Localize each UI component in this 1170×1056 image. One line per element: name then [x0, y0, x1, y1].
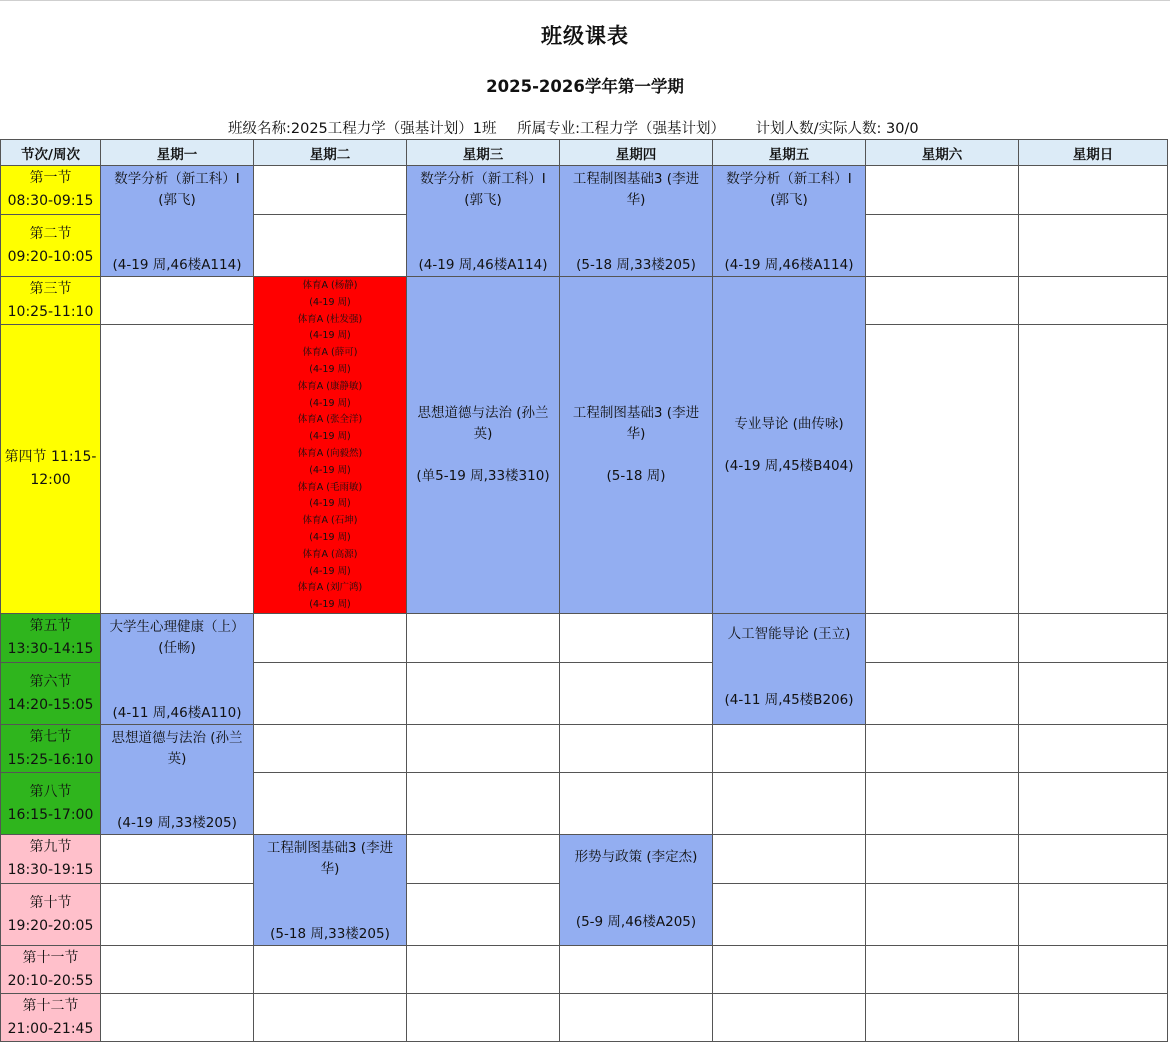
course-name: 思想道德与法治 (孙兰英) — [417, 405, 549, 442]
pe-line: (4-19 周) — [309, 330, 351, 342]
empty-cell — [559, 772, 713, 835]
course-name: 工程制图基础3 (李进华) — [266, 840, 394, 877]
course-fri-math[interactable] — [712, 165, 866, 277]
period-3 — [0, 276, 101, 325]
course-name: 数学分析（新工科）Ⅰ (郭飞) — [420, 171, 546, 208]
empty-cell — [253, 945, 407, 994]
course-thu-policy[interactable] — [559, 834, 713, 946]
course-name: 数学分析（新工科）Ⅰ (郭飞) — [726, 171, 852, 208]
course-location: (4-11 周,46楼A110) — [112, 705, 242, 721]
pe-line: (4-19 周) — [309, 565, 351, 577]
course-name: 人工智能导论 (王立) — [727, 626, 851, 642]
period-4 — [0, 324, 101, 614]
period-time: 18:30-19:15 — [7, 862, 94, 878]
course-location: (5-18 周) — [606, 468, 666, 484]
period-5 — [0, 613, 101, 663]
empty-cell — [253, 214, 407, 277]
empty-cell — [865, 165, 1019, 215]
pe-line: 体育A (向毅然) — [297, 447, 363, 459]
course-name: 工程制图基础3 (李进华) — [572, 405, 700, 442]
day-header-wed: 星期三 — [406, 139, 560, 166]
empty-cell — [865, 834, 1019, 884]
empty-cell — [865, 993, 1019, 1042]
period-1 — [0, 165, 101, 215]
pe-line: 体育A (康静敏) — [297, 380, 363, 392]
empty-cell — [865, 883, 1019, 946]
empty-cell — [712, 993, 866, 1042]
period-time: 16:15-17:00 — [7, 806, 94, 823]
period-9 — [0, 834, 101, 884]
empty-cell — [253, 613, 407, 663]
empty-cell — [865, 214, 1019, 277]
period-7 — [0, 724, 101, 773]
period-name: 第八节 — [29, 783, 72, 800]
period-time: 10:25-11:10 — [7, 303, 94, 320]
pe-line: 体育A (石坤) — [302, 515, 358, 527]
course-location: (5-18 周,33楼205) — [270, 926, 390, 942]
period-name: 第九节 — [29, 839, 72, 855]
pe-line: (4-19 周) — [309, 431, 351, 443]
empty-cell — [406, 613, 560, 663]
course-mon-moral[interactable] — [100, 724, 254, 835]
headcount: 计划人数/实际人数: 30/0 — [755, 121, 919, 137]
course-mon-math[interactable] — [100, 165, 254, 277]
pe-line: 体育A (张全洋) — [297, 414, 363, 426]
course-fri-intro[interactable] — [712, 276, 866, 614]
pe-line: (4-19 周) — [309, 599, 351, 611]
empty-cell — [100, 834, 254, 884]
pe-line: (4-19 周) — [309, 363, 351, 375]
pe-line: 体育A (毛雨敏) — [297, 481, 363, 493]
empty-cell — [1018, 834, 1168, 884]
course-name: 数学分析（新工科）Ⅰ (郭飞) — [114, 171, 240, 208]
empty-cell — [712, 834, 866, 884]
course-location: (4-11 周,45楼B206) — [724, 692, 854, 708]
pe-line: (4-19 周) — [309, 464, 351, 476]
course-location: (5-18 周,33楼205) — [576, 257, 696, 273]
empty-cell — [1018, 993, 1168, 1042]
empty-cell — [559, 945, 713, 994]
period-11 — [0, 945, 101, 994]
course-mon-psychology[interactable] — [100, 613, 254, 725]
empty-cell — [100, 945, 254, 994]
course-tue-drawing[interactable] — [253, 834, 407, 946]
empty-cell — [865, 662, 1019, 725]
pe-line: (4-19 周) — [309, 531, 351, 543]
period-name: 第七节 — [29, 728, 72, 745]
empty-cell — [712, 724, 866, 773]
period-time: 09:20-10:05 — [7, 248, 94, 265]
empty-cell — [865, 724, 1019, 773]
period-name: 第一节 — [29, 170, 72, 186]
period-name: 第十一节 — [22, 949, 79, 966]
empty-cell — [1018, 613, 1168, 663]
period-10 — [0, 883, 101, 946]
pe-line: (4-19 周) — [309, 498, 351, 510]
empty-cell — [100, 993, 254, 1042]
period-name: 第六节 — [29, 673, 72, 690]
empty-cell — [1018, 883, 1168, 946]
corner-header: 节次/周次 — [0, 139, 101, 166]
empty-cell — [406, 772, 560, 835]
empty-cell — [559, 662, 713, 725]
course-name: 思想道德与法治 (孙兰英) — [111, 730, 243, 767]
empty-cell — [1018, 724, 1168, 773]
empty-cell — [406, 834, 560, 884]
period-name: 第三节 — [29, 280, 72, 297]
empty-cell — [253, 993, 407, 1042]
empty-cell — [865, 772, 1019, 835]
empty-cell — [253, 662, 407, 725]
empty-cell — [1018, 214, 1168, 277]
empty-cell — [406, 945, 560, 994]
top-rule — [0, 0, 1170, 1]
empty-cell — [406, 662, 560, 725]
period-time: 13:30-14:15 — [7, 641, 94, 657]
period-time: 15:25-16:10 — [7, 751, 94, 768]
day-header-sun: 星期日 — [1018, 139, 1168, 166]
pe-line: 体育A (杨静) — [302, 280, 358, 291]
empty-cell — [712, 945, 866, 994]
day-header-thu: 星期四 — [559, 139, 713, 166]
pe-line: 体育A (杜发强) — [297, 313, 363, 325]
major-name: 所属专业:工程力学（强基计划） — [517, 121, 726, 137]
course-fri-ai[interactable] — [712, 613, 866, 725]
empty-cell — [559, 993, 713, 1042]
period-8 — [0, 772, 101, 835]
empty-cell — [865, 613, 1019, 663]
course-location: (4-19 周,46楼A114) — [418, 257, 548, 273]
course-location: (4-19 周,46楼A114) — [724, 257, 854, 273]
course-name: 专业导论 (曲传咏) — [734, 415, 844, 432]
course-name: 工程制图基础3 (李进华) — [572, 171, 700, 208]
empty-cell — [712, 772, 866, 835]
empty-cell — [865, 945, 1019, 994]
course-name: 大学生心理健康（上）(任畅) — [109, 619, 245, 656]
empty-cell — [253, 772, 407, 835]
day-header-sat: 星期六 — [865, 139, 1019, 166]
pe-line: (4-19 周) — [309, 296, 351, 308]
course-location: (4-19 周,45楼B404) — [724, 457, 854, 474]
period-name: 第十二节 — [22, 997, 79, 1014]
day-header-mon: 星期一 — [100, 139, 254, 166]
period-name: 第十节 — [29, 894, 72, 911]
day-header-tue: 星期二 — [253, 139, 407, 166]
empty-cell — [712, 883, 866, 946]
course-location: (单5-19 周,33楼310) — [416, 468, 550, 484]
empty-cell — [406, 883, 560, 946]
term-subtitle: 2025-2026学年第一学期 — [486, 77, 684, 96]
empty-cell — [1018, 276, 1168, 325]
course-wed-math[interactable] — [406, 165, 560, 277]
empty-cell — [559, 724, 713, 773]
period-time: 19:20-20:05 — [7, 917, 94, 934]
empty-cell — [865, 276, 1019, 325]
empty-cell — [100, 324, 254, 614]
class-name: 班级名称:2025工程力学（强基计划）1班 — [228, 121, 497, 137]
empty-cell — [1018, 772, 1168, 835]
pe-line: 体育A (高源) — [302, 548, 358, 560]
course-location: (5-9 周,46楼A205) — [575, 914, 697, 930]
course-tue-pe[interactable] — [253, 276, 407, 614]
course-location: (4-19 周,33楼205) — [117, 815, 237, 831]
period-name: 第四节 11:15-12:00 — [4, 449, 97, 488]
period-time: 08:30-09:15 — [7, 193, 94, 209]
period-name: 第二节 — [29, 225, 72, 242]
period-time: 21:00-21:45 — [7, 1020, 94, 1037]
empty-cell — [100, 883, 254, 946]
course-thu-drawing[interactable] — [559, 165, 713, 277]
empty-cell — [253, 165, 407, 215]
empty-cell — [100, 276, 254, 325]
course-wed-moral[interactable] — [406, 276, 560, 614]
day-header-fri: 星期五 — [712, 139, 866, 166]
empty-cell — [1018, 662, 1168, 725]
class-info-line — [228, 117, 945, 138]
period-12 — [0, 993, 101, 1042]
pe-line: 体育A (薛可) — [302, 347, 358, 359]
pe-line: (4-19 周) — [309, 397, 351, 409]
period-time: 20:10-20:55 — [7, 972, 94, 989]
empty-cell — [1018, 324, 1168, 614]
period-2 — [0, 214, 101, 277]
empty-cell — [406, 993, 560, 1042]
period-6 — [0, 662, 101, 725]
empty-cell — [865, 324, 1019, 614]
empty-cell — [1018, 945, 1168, 994]
period-name: 第五节 — [29, 618, 72, 634]
pe-line: 体育A (刘广鸿) — [297, 582, 363, 594]
period-time: 14:20-15:05 — [7, 696, 94, 713]
page-title: 班级课表 — [541, 24, 629, 48]
empty-cell — [1018, 165, 1168, 215]
course-location: (4-19 周,46楼A114) — [112, 257, 242, 273]
empty-cell — [406, 724, 560, 773]
empty-cell — [559, 613, 713, 663]
course-name: 形势与政策 (李定杰) — [574, 849, 698, 865]
empty-cell — [253, 724, 407, 773]
course-thu-drawing-2[interactable] — [559, 276, 713, 614]
